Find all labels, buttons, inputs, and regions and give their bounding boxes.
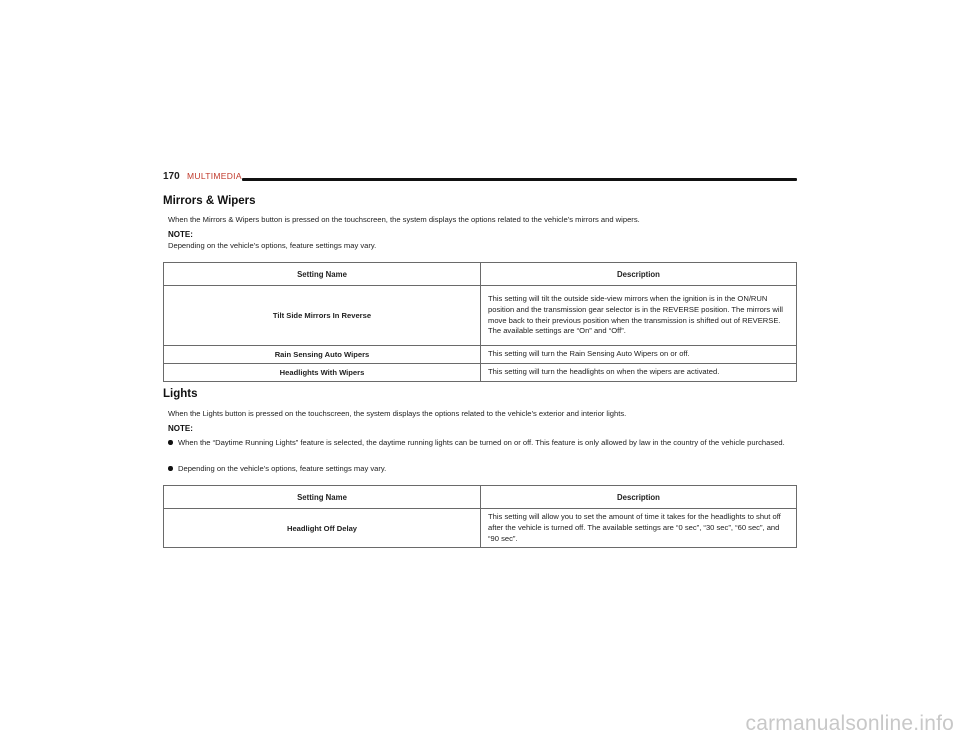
lights-intro: When the Lights button is pressed on the touchscreen, the system displays the options related to the vehicle’s exterior and interior lights. [168, 409, 627, 418]
setting-name: Tilt Side Mirrors In Reverse [164, 286, 481, 346]
bullet-text: Depending on the vehicle’s options, feature settings may vary. [178, 464, 387, 473]
setting-description: This setting will allow you to set the amount of time it takes for the headlights to shut off after the vehicle is turned off. The available settings are “0 sec”, “30 sec”, “60 sec”, and “90 sec”. [481, 509, 797, 548]
lights-note-label: NOTE: [168, 424, 193, 433]
bullet-icon [168, 466, 173, 471]
setting-name: Headlights With Wipers [164, 363, 481, 381]
bullet-text: When the “Daytime Running Lights” feature is selected, the daytime running lights can be turned on or off. This feature is only allowed by law in the country of the vehicle purchased. [178, 438, 785, 447]
page-number: 170 [163, 171, 180, 182]
mirrors-settings-table [163, 262, 797, 382]
table-row [164, 346, 797, 364]
setting-description: This setting will turn the headlights on when the wipers are activated. [481, 363, 797, 381]
page-header [163, 170, 797, 186]
column-header-setting: Setting Name [164, 486, 481, 509]
watermark: carmanualsonline.info [745, 712, 954, 735]
setting-name: Rain Sensing Auto Wipers [164, 346, 481, 364]
lights-heading: Lights [163, 388, 198, 400]
setting-description: This setting will turn the Rain Sensing Auto Wipers on or off. [481, 346, 797, 364]
section-name: MULTIMEDIA [187, 171, 242, 181]
column-header-description: Description [481, 486, 797, 509]
setting-description: This setting will tilt the outside side-view mirrors when the ignition is in the ON/RUN position and the transmission gear selector is in the REVERSE position. The mirrors will move back to their previous position when the transmission is shifted out of REVERSE. The available settings are “On” and “Off”. [481, 286, 797, 346]
mirrors-wipers-heading: Mirrors & Wipers [163, 195, 256, 207]
column-header-description: Description [481, 263, 797, 286]
bullet-icon [168, 440, 173, 445]
lights-settings-table [163, 485, 797, 548]
table-row [164, 509, 797, 548]
lights-bullet-item [168, 463, 798, 474]
header-rule [242, 178, 797, 181]
mirrors-intro: When the Mirrors & Wipers button is pressed on the touchscreen, the system displays the options related to the vehicle’s mirrors and wipers. [168, 215, 640, 224]
table-row [164, 286, 797, 346]
setting-name: Headlight Off Delay [164, 509, 481, 548]
mirrors-note-label: NOTE: [168, 230, 193, 239]
table-row [164, 363, 797, 381]
lights-bullet-item [168, 437, 798, 448]
mirrors-note-text: Depending on the vehicle’s options, feature settings may vary. [168, 241, 377, 250]
table-header-row [164, 486, 797, 509]
table-header-row [164, 263, 797, 286]
column-header-setting: Setting Name [164, 263, 481, 286]
